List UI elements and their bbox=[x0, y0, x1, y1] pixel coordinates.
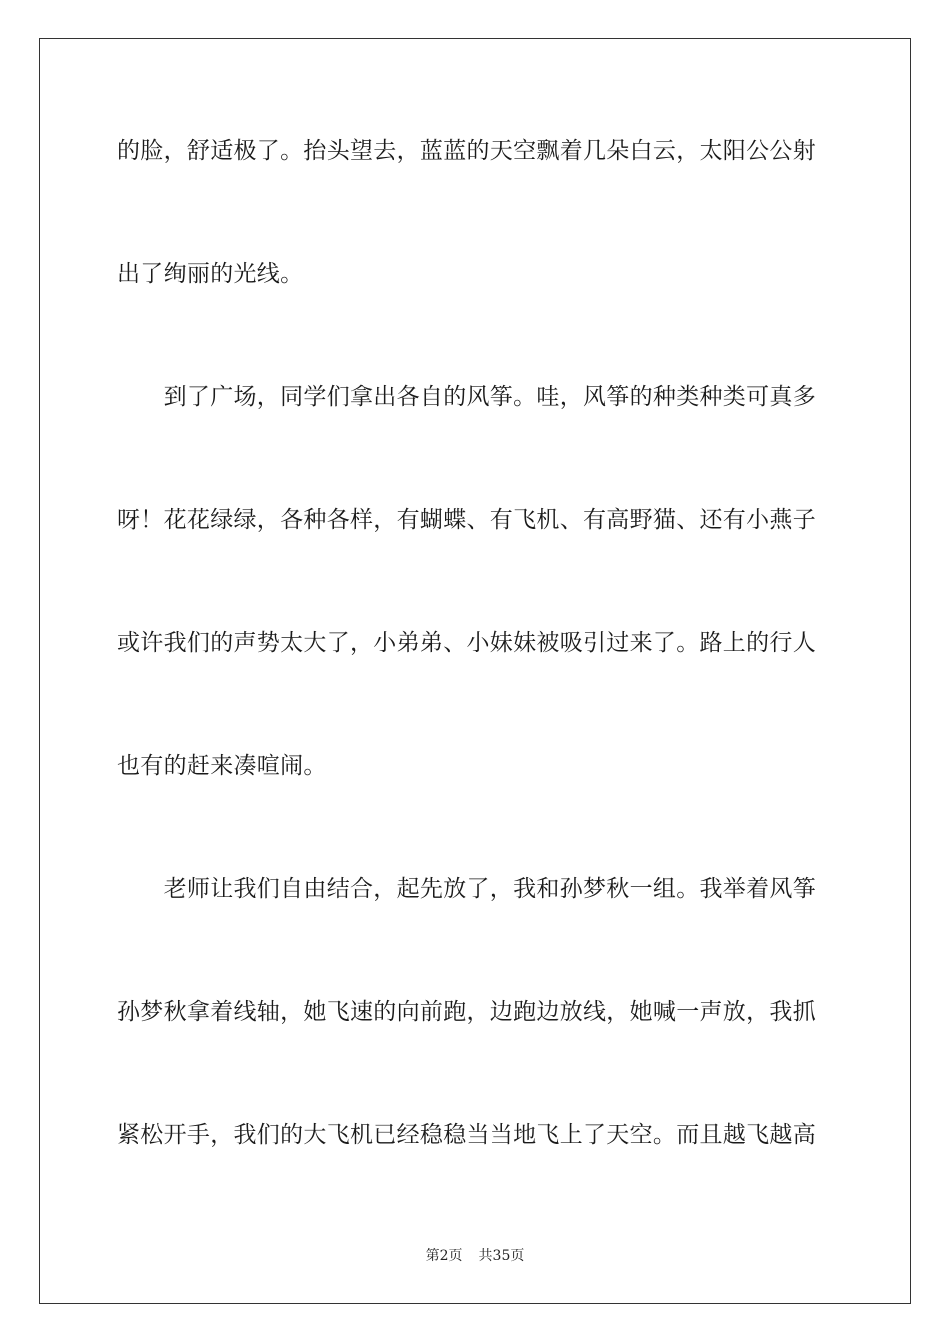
text-line: 到了广场，同学们拿出各自的风筝。哇，风筝的种类种类可真多 bbox=[117, 384, 816, 410]
text-line: 出了绚丽的光线。 bbox=[117, 261, 304, 287]
text-line: 呀！花花绿绿，各种各样，有蝴蝶、有飞机、有高野猫、还有小燕子 bbox=[117, 507, 816, 533]
text-line: 老师让我们自由结合，起先放了，我和孙梦秋一组。我举着风筝 bbox=[117, 876, 816, 902]
page-number: 第2页 bbox=[425, 1248, 463, 1264]
text-line: 也有的赶来凑喧闹。 bbox=[117, 753, 327, 779]
text-line: 孙梦秋拿着线轴，她飞速的向前跑，边跑边放线，她喊一声放，我抓 bbox=[117, 999, 816, 1025]
text-line: 紧松开手，我们的大飞机已经稳稳当当地飞上了天空。而且越飞越高 bbox=[117, 1122, 816, 1148]
page-border bbox=[39, 38, 911, 1304]
page-footer bbox=[0, 1247, 950, 1265]
page-total: 共35页 bbox=[478, 1248, 525, 1264]
text-line: 或许我们的声势太大了，小弟弟、小妹妹被吸引过来了。路上的行人 bbox=[117, 630, 816, 656]
text-line: 的脸，舒适极了。抬头望去，蓝蓝的天空飘着几朵白云，太阳公公射 bbox=[117, 138, 816, 164]
